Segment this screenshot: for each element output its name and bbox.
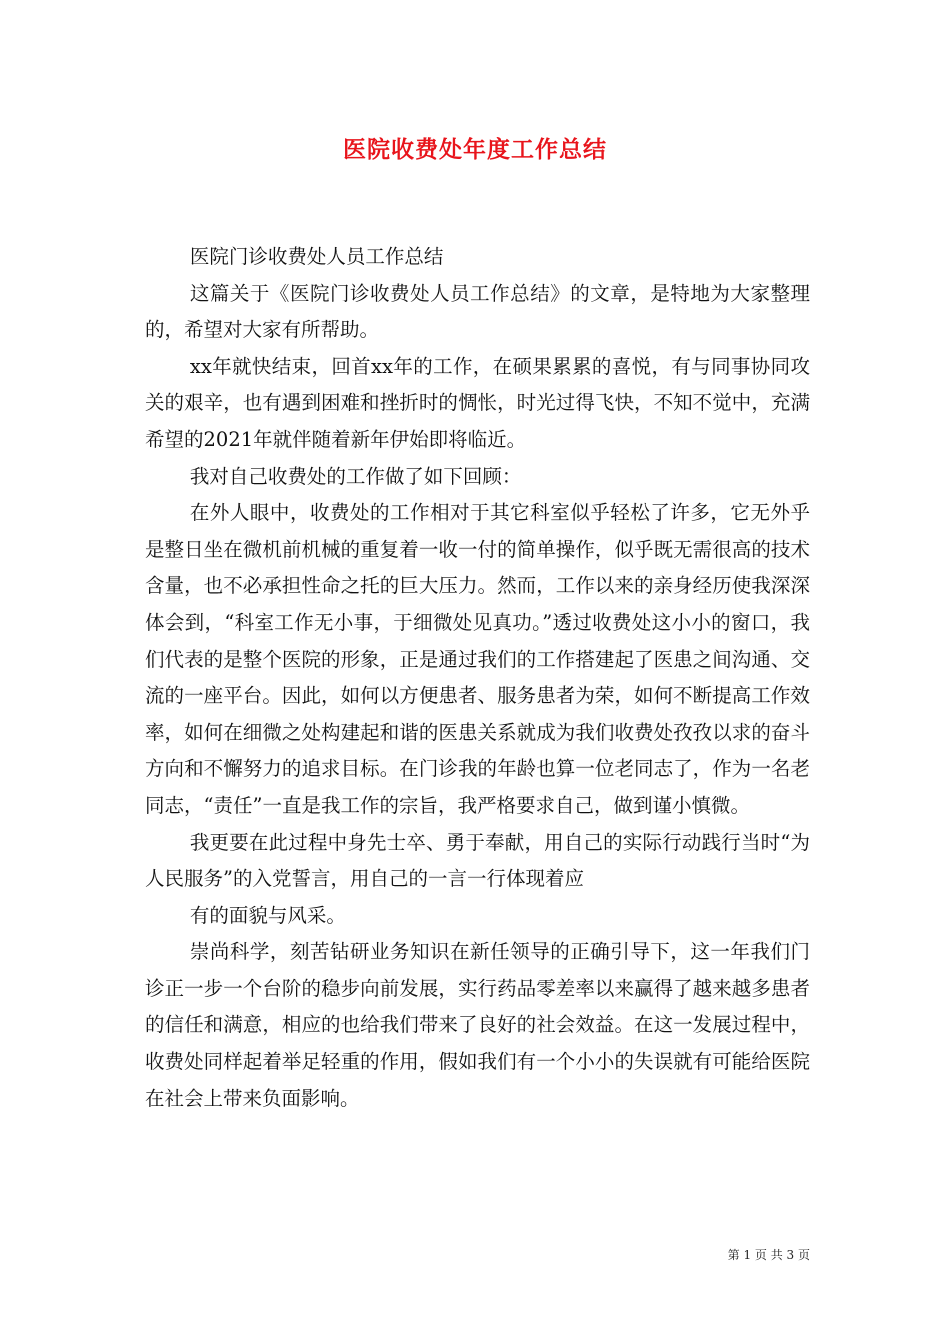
paragraph-dedication-continued: 有的面貌与风采。 bbox=[189, 903, 346, 927]
document-body bbox=[145, 239, 810, 1117]
paragraph-work-description: 在外人眼中，收费处的工作相对于其它科室似乎轻松了许多，它无外乎是整日坐在微机前机械的重复着一收一付的简单操作，似乎既无需很高的技术含量，也不必承担性命之托的巨大压力。然而，工作以来的亲身经历使我深深体会到，“科室工作无小事，于细微处见真功。”透过收费处这小小的窗口，我们代表的是整个医院的形象，正是通过我们的工作搭建起了医患之间沟通、交流的一座平台。因此，如何以方便患者、服务患者为荣，如何不断提高工作效率，如何在细微之处构建起和谐的医患关系就成为我们收费处孜孜以求的奋斗方向和不懈努力的追求目标。在门诊我的年龄也算一位老同志了，作为一名老同志，“责任”一直是我工作的宗旨，我严格要求自己，做到谨小慎微。 bbox=[145, 501, 810, 817]
paragraph-year-review: xx年就快结束，回首xx年的工作，在硕果累累的喜悦，有与同事协同攻关的艰辛，也有遇到困难和挫折时的惆怅，时光过得飞快，不知不觉中，充满希望的2021年就伴随着新年伊始即将临近。 bbox=[145, 354, 810, 451]
paragraph-review-lead: 我对自己收费处的工作做了如下回顾： bbox=[189, 464, 522, 488]
paragraph-science: 崇尚科学，刻苦钻研业务知识在新任领导的正确引导下，这一年我们门诊正一步一个台阶的稳步向前发展，实行药品零差率以来赢得了越来越多患者的信任和满意，相应的也给我们带来了良好的社会效益。在这一发展过程中，收费处同样起着举足轻重的作用，假如我们有一个小小的失误就有可能给医院在社会上带来负面影响。 bbox=[145, 940, 810, 1110]
document-title: 医院收费处年度工作总结 bbox=[343, 136, 607, 163]
paragraph-dedication: 我更要在此过程中身先士卒、勇于奉献，用自己的实际行动践行当时“为人民服务”的入党誓言，用自己的一言一行体现着应 bbox=[145, 830, 810, 891]
page-number: 第 1 页 共 3 页 bbox=[727, 1248, 810, 1262]
paragraph-intro: 这篇关于《医院门诊收费处人员工作总结》的文章，是特地为大家整理的，希望对大家有所帮助。 bbox=[145, 281, 810, 342]
paragraph-subheading: 医院门诊收费处人员工作总结 bbox=[189, 245, 444, 268]
